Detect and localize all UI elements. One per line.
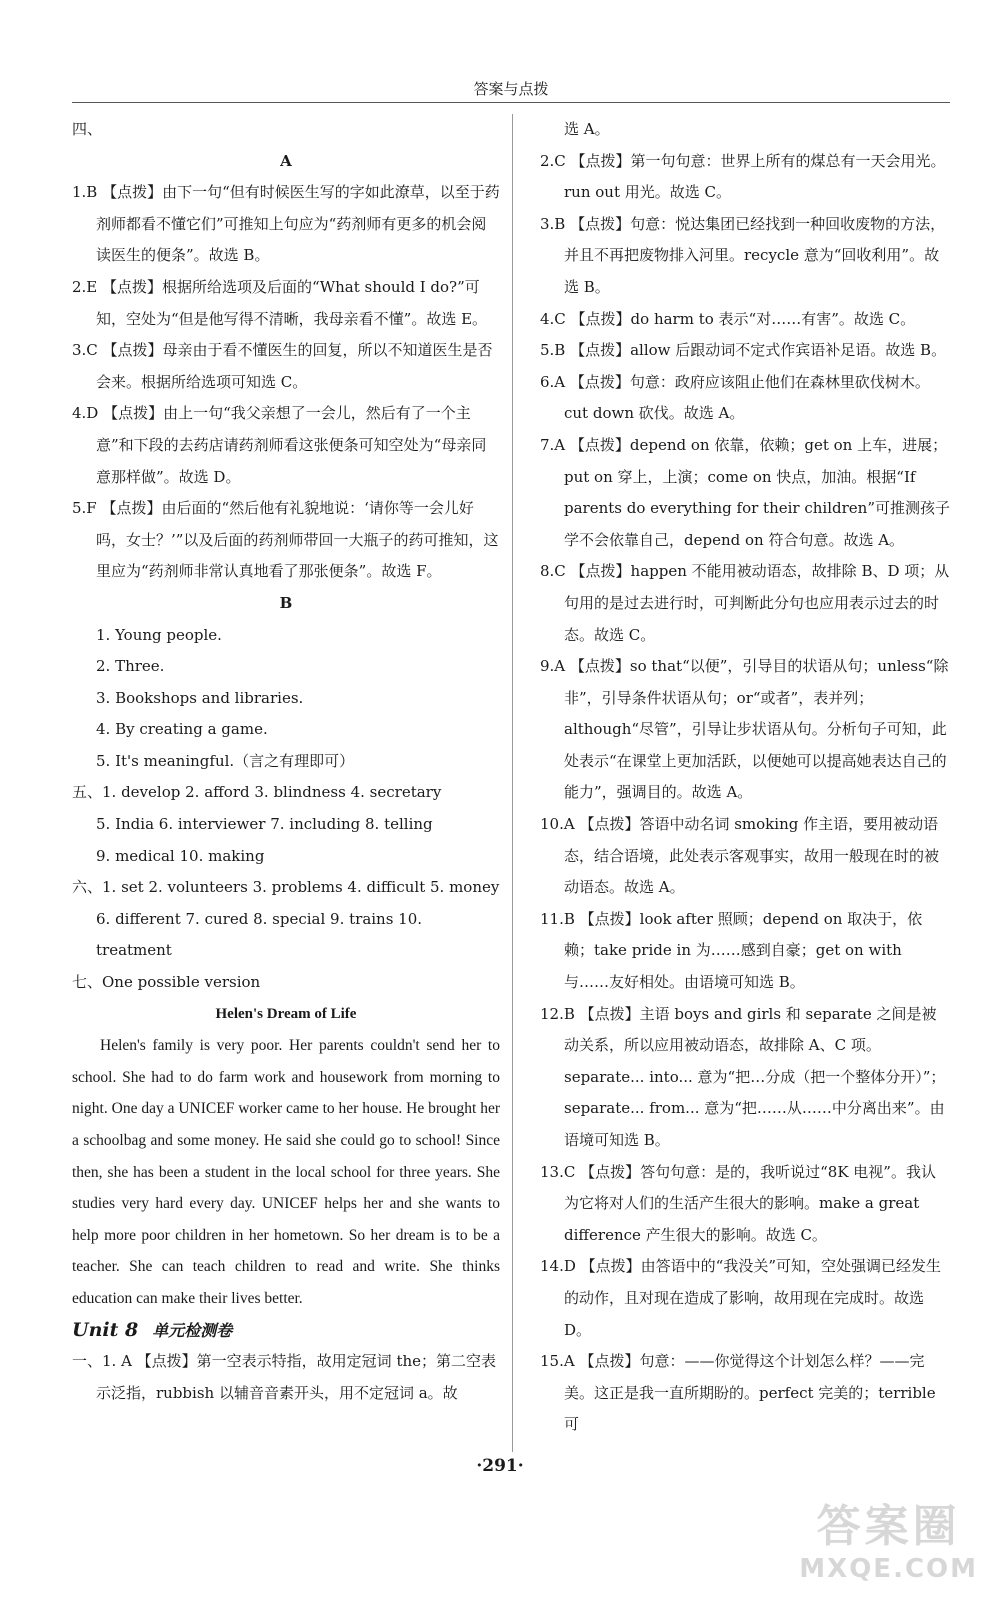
- answer-paragraph: 七、One possible version: [72, 973, 261, 992]
- watermark-logo: 答案圈 MXQE.COM: [799, 1501, 978, 1584]
- answer-paragraph: 6.A 【点拨】句意：政府应该阻止他们在森林里砍伐树木。cut down 砍伐。故选 A。: [540, 372, 930, 423]
- answer-paragraph: 五、1. develop 2. afford 3. blindness 4. secretary: [72, 783, 442, 802]
- answer-paragraph: 选 A。: [564, 120, 610, 138]
- answer-paragraph: 一、1. A 【点拨】第一空表示特指，故用定冠词 the；第二空表示泛指，rubbish 以辅音音素开头，用不定冠词 a。故: [72, 1352, 497, 1402]
- answer-paragraph: 3.C 【点拨】母亲由于看不懂医生的回复，所以不知道医生是否会来。根据所给选项可知选 C。: [72, 341, 493, 391]
- answer-paragraph: 5. It's meaningful.（言之有理即可）: [96, 751, 355, 770]
- answer-paragraph: [72, 1315, 500, 1347]
- answer-paragraph: 5.B 【点拨】allow 后跟动词不定式作宾语补足语。故选 B。: [540, 341, 947, 360]
- right-column: [540, 114, 950, 1441]
- answer-paragraph: 4.D 【点拨】由上一句“我父亲想了一会儿，然后有了一个主意”和下段的去药店请药剂师看这张便条可知空处为“母亲同意那样做”。故选 D。: [72, 404, 487, 486]
- answer-paragraph: B: [279, 593, 293, 612]
- answer-paragraph: 2.E 【点拨】根据所给选项及后面的“What should I do?”可知，空处为“但是他写得不清晰，我母亲看不懂”。故选 E。: [72, 277, 488, 328]
- answer-paragraph: 3. Bookshops and libraries.: [96, 688, 304, 707]
- answer-paragraph: 6. different 7. cured 8. special 9. trains 10. treatment: [96, 909, 423, 960]
- answer-paragraph: 2.C 【点拨】第一句句意：世界上所有的煤总有一天会用光。run out 用光。故选 C。: [540, 151, 946, 202]
- answer-paragraph: Helen's Dream of Life: [215, 1005, 357, 1022]
- answer-paragraph: 15.A 【点拨】句意：——你觉得这个计划怎么样？——完美。这正是我一直所期盼的。perfect 完美的；terrible 可: [540, 1352, 936, 1434]
- answer-paragraph: 5.F 【点拨】由后面的“然后他有礼貌地说：‘请你等一会儿好吗，女士？’”以及后面的药剂师带回一大瓶子的药可推知，这里应为“药剂师非常认真地看了那张便条”。故选 F。: [72, 499, 499, 581]
- answer-paragraph: 3.B 【点拨】句意：悦达集团已经找到一种回收废物的方法，并且不再把废物排入河里。recycle 意为“回收利用”。故选 B。: [540, 214, 946, 296]
- page-header: 答案与点拨: [72, 78, 950, 103]
- unit-subtitle: 单元检测卷: [152, 1320, 233, 1340]
- answer-paragraph: 四、: [72, 120, 103, 138]
- answer-paragraph: 8.C 【点拨】happen 不能用被动语态，故排除 B、D 项；从句用的是过去进行时，可判断此分句也应用表示过去的时态。故选 C。: [540, 562, 950, 644]
- answer-paragraph: 9.A 【点拨】so that“以便”，引导目的状语从句；unless“除非”，引导条件状语从句；or“或者”，表并列；although“尽管”，引导让步状语从句。分析句子可知，此处表示“在课堂上更加活跃，以便她可以提高她表达自己的能力”，强调目的。故选 A。: [540, 657, 949, 802]
- answer-paragraph: 9. medical 10. making: [96, 846, 265, 865]
- answer-paragraph: 4.C 【点拨】do harm to 表示“对……有害”。故选 C。: [540, 309, 916, 328]
- answer-paragraph: 2. Three.: [96, 657, 165, 676]
- left-column: [72, 114, 500, 1409]
- answer-paragraph: 10.A 【点拨】答语中动名词 smoking 作主语，要用被动语态，结合语境，此处表示客观事实，故用一般现在时的被动语态。故选 A。: [540, 815, 940, 897]
- answer-paragraph: 5. India 6. interviewer 7. including 8. telling: [96, 815, 433, 834]
- answer-paragraph: 14.D 【点拨】由答语中的“我没关”可知，空处强调已经发生的动作，且对现在造成了影响，故用现在完成时。故选 D。: [540, 1257, 941, 1339]
- answer-paragraph: A: [280, 151, 292, 170]
- answer-paragraph: Helen's family is very poor. Her parents couldn't send her to school. She had to do farm work and housework from morning to night. One day a UNICEF worker came to her house. He brought her a schoolbag and some money. He said she could go to school! Since then, she has been a student in the local school for three years. She studies very hard every day. UNICEF helps her and she wants to help more poor children in her hometown. So her dream is to be a teacher. She can teach children to read and write. She thinks education can make their lives better.: [72, 1037, 500, 1307]
- answer-paragraph: 12.B 【点拨】主语 boys and girls 和 separate 之间是被动关系，所以应用被动语态，故排除 A、C 项。separate... into... 意为“把…分成（把一个整体分开）”；separate... from... 意为“把……从……中分离出来”。由语境可知选 B。: [540, 1004, 946, 1149]
- unit-title: Unit 8: [72, 1318, 139, 1341]
- answer-paragraph: 1. Young people.: [96, 625, 222, 644]
- answer-paragraph: 7.A 【点拨】depend on 依靠，依赖；get on 上车，进展；put on 穿上，上演；come on 快点，加油。根据“If parents do everything for their children”可推测孩子学不会依靠自己，depend on 符合句意。故选 A。: [540, 435, 950, 549]
- answer-paragraph: 11.B 【点拨】look after 照顾；depend on 取决于，依赖；take pride in 为……感到自豪；get on with 与……友好相处。由语境可知选 B。: [540, 909, 923, 992]
- answer-paragraph: 1.B 【点拨】由下一句“但有时候医生写的字如此潦草，以至于药剂师都看不懂它们”可推知上句应为“药剂师有更多的机会阅读医生的便条”。故选 B。: [72, 183, 500, 265]
- answer-paragraph: 4. By creating a game.: [96, 720, 268, 739]
- answer-paragraph: 13.C 【点拨】答句句意：是的，我听说过“8K 电视”。我认为它将对人们的生活产生很大的影响。make a great difference 产生很大的影响。故选 C。: [540, 1162, 936, 1244]
- column-divider: [512, 114, 513, 1452]
- answer-paragraph: 六、1. set 2. volunteers 3. problems 4. difficult 5. money: [72, 878, 500, 897]
- page-number: ·291·: [476, 1456, 524, 1476]
